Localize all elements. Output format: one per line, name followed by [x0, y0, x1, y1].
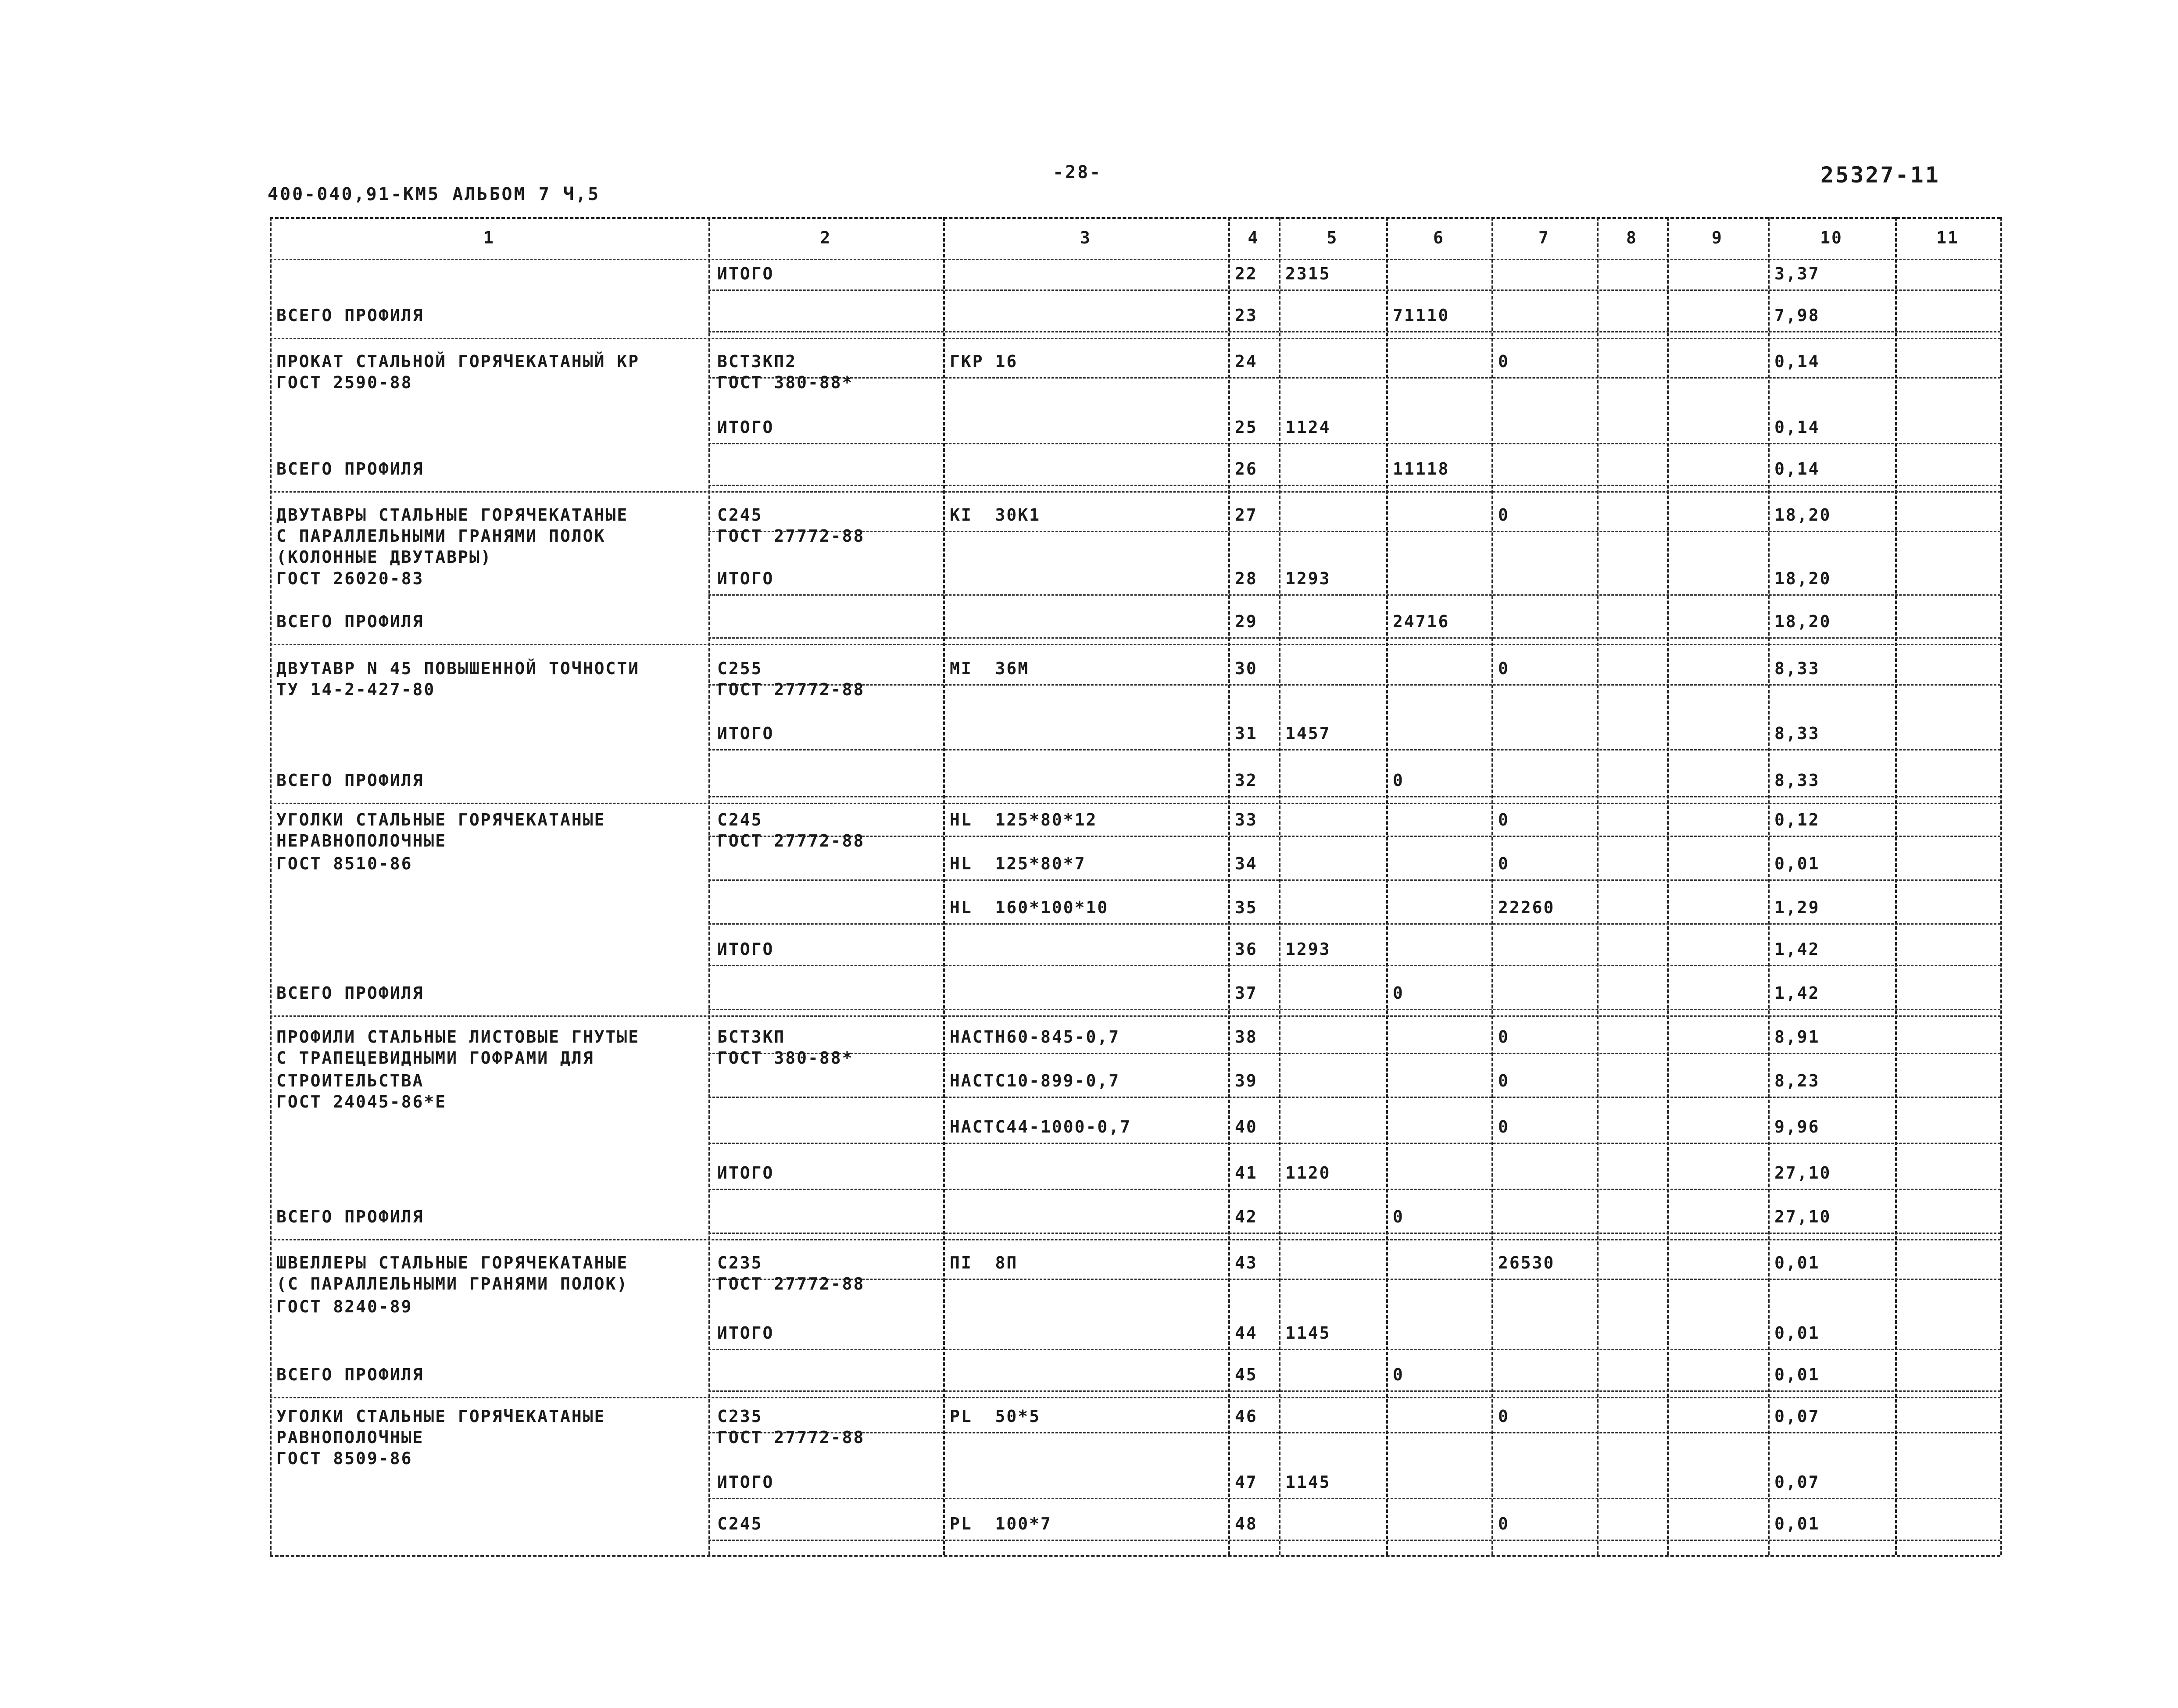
table-cell-c6: 0	[1393, 983, 1404, 1003]
row-rule	[708, 443, 2000, 444]
table-cell-c1: ВСЕГО ПРОФИЛЯ	[276, 1365, 424, 1384]
column-rule	[943, 217, 945, 1555]
table-cell-c1: ВСЕГО ПРОФИЛЯ	[276, 612, 424, 631]
header-rule	[270, 259, 2000, 260]
table-cell-c4: 25	[1235, 418, 1258, 437]
table-cell-c7: 0	[1498, 1027, 1509, 1047]
table-cell-c1: ГОСТ 24045-86*Е	[276, 1092, 447, 1111]
table-cell-c1: ГОСТ 26020-83	[276, 569, 424, 588]
table-cell-c7: 26530	[1498, 1253, 1555, 1272]
column-rule	[1768, 217, 1770, 1555]
column-number-1: 1	[483, 228, 495, 247]
table-cell-c1: ШВЕЛЛЕРЫ СТАЛЬНЫЕ ГОРЯЧЕКАТАНЫЕ	[276, 1253, 629, 1272]
table-cell-c1: ГОСТ 8509-86	[276, 1449, 413, 1468]
table-cell-c2: С245	[717, 1514, 763, 1533]
table-cell-c3: НАСТН60-845-0,7	[950, 1027, 1120, 1047]
table-cell-c1: СТРОИТЕЛЬСТВА	[276, 1071, 424, 1090]
table-cell-c1: НЕРАВНОПОЛОЧНЫЕ	[276, 831, 447, 850]
table-cell-c7: 22260	[1498, 898, 1555, 917]
table-cell-c2: ВСТ3КП2	[717, 352, 797, 371]
table-cell-c3: РL 50*5	[950, 1407, 1041, 1426]
table-cell-c5: 1293	[1285, 569, 1331, 588]
row-rule	[708, 1053, 2000, 1054]
table-cell-c10: 1,29	[1774, 898, 1820, 917]
row-rule	[708, 923, 2000, 925]
table-cell-c1: (КОЛОННЫЕ ДВУТАВРЫ)	[276, 547, 492, 567]
table-cell-c10: 0,07	[1774, 1472, 1820, 1492]
table-cell-c2: ИТОГО	[717, 724, 774, 743]
table-cell-c7: 0	[1498, 1407, 1509, 1426]
table-cell-c3: ПI 8П	[950, 1253, 1018, 1272]
table-cell-c1: ГОСТ 8510-86	[276, 854, 413, 873]
table-cell-c3: МI 36М	[950, 659, 1030, 678]
table-cell-c2: С235	[717, 1253, 763, 1272]
row-rule	[708, 485, 2000, 486]
row-rule	[708, 1009, 2000, 1010]
table-cell-c10: 8,91	[1774, 1027, 1820, 1047]
group-rule	[270, 1239, 2000, 1240]
table-cell-c10: 9,96	[1774, 1117, 1820, 1136]
column-rule	[1895, 217, 1897, 1555]
column-number-3: 3	[1080, 228, 1091, 247]
row-rule	[708, 1279, 2000, 1280]
column-rule	[708, 217, 710, 1555]
table-cell-c10: 3,37	[1774, 264, 1820, 283]
column-number-6: 6	[1433, 228, 1445, 247]
table-cell-c6: 0	[1393, 1365, 1404, 1384]
table-cell-c2: ИТОГО	[717, 264, 774, 283]
column-rule	[1491, 217, 1493, 1555]
table-cell-c7: 0	[1498, 352, 1509, 371]
table-cell-c2: ИТОГО	[717, 940, 774, 959]
table-cell-c4: 46	[1235, 1407, 1258, 1426]
row-rule	[708, 965, 2000, 966]
table-cell-c2: ГОСТ 380-88*	[717, 1048, 854, 1068]
row-rule	[708, 1498, 2000, 1499]
table-cell-c7: 0	[1498, 854, 1509, 873]
table-cell-c3: КI 30К1	[950, 505, 1041, 525]
table-cell-c4: 32	[1235, 771, 1258, 790]
table-cell-c10: 0,14	[1774, 418, 1820, 437]
table-cell-c1: ДВУТАВРЫ СТАЛЬНЫЕ ГОРЯЧЕКАТАНЫЕ	[276, 505, 629, 525]
row-rule	[708, 796, 2000, 797]
group-rule	[270, 803, 2000, 804]
table-cell-c1: ГОСТ 8240-89	[276, 1297, 413, 1316]
table-cell-c10: 8,23	[1774, 1071, 1820, 1090]
table-cell-c10: 7,98	[1774, 306, 1820, 325]
table-cell-c5: 2315	[1285, 264, 1331, 283]
table-cell-c5: 1457	[1285, 724, 1331, 743]
table-cell-c1: ДВУТАВР N 45 ПОВЫШЕННОЙ ТОЧНОСТИ	[276, 659, 640, 678]
table-cell-c2: ИТОГО	[717, 1472, 774, 1492]
table-cell-c4: 41	[1235, 1163, 1258, 1183]
table-cell-c10: 0,01	[1774, 1253, 1820, 1272]
table-cell-c2: ГОСТ 27772-88	[717, 526, 865, 546]
table-cell-c3: НАСТС44-1000-0,7	[950, 1117, 1132, 1136]
table-cell-c10: 18,20	[1774, 569, 1831, 588]
table-cell-c6: 0	[1393, 1207, 1404, 1226]
column-number-11: 11	[1936, 228, 1959, 247]
table-cell-c4: 42	[1235, 1207, 1258, 1226]
table-cell-c6: 24716	[1393, 612, 1450, 631]
table-cell-c1: УГОЛКИ СТАЛЬНЫЕ ГОРЯЧЕКАТАНЫЕ	[276, 810, 606, 829]
table-cell-c4: 24	[1235, 352, 1258, 371]
column-number-10: 10	[1820, 228, 1843, 247]
table-cell-c10: 18,20	[1774, 612, 1831, 631]
table-cell-c10: 0,14	[1774, 459, 1820, 479]
row-rule	[708, 637, 2000, 639]
table-cell-c6: 11118	[1393, 459, 1450, 479]
table-cell-c3: НL 125*80*12	[950, 810, 1098, 829]
table-cell-c10: 0,01	[1774, 1323, 1820, 1343]
table-cell-c5: 1124	[1285, 418, 1331, 437]
table-cell-c1: С ПАРАЛЛЕЛЬНЫМИ ГРАНЯМИ ПОЛОК	[276, 526, 606, 546]
column-number-4: 4	[1248, 228, 1259, 247]
table-cell-c7: 0	[1498, 1514, 1509, 1533]
table-cell-c6: 71110	[1393, 306, 1450, 325]
table-cell-c4: 26	[1235, 459, 1258, 479]
row-rule	[708, 531, 2000, 532]
table-cell-c10: 0,12	[1774, 810, 1820, 829]
table-cell-c10: 0,07	[1774, 1407, 1820, 1426]
table-cell-c10: 0,01	[1774, 854, 1820, 873]
table-cell-c1: ВСЕГО ПРОФИЛЯ	[276, 983, 424, 1003]
sheet-stamp: 25327-11	[1820, 162, 1940, 188]
table-cell-c4: 33	[1235, 810, 1258, 829]
table-cell-c3: ГКР 16	[950, 352, 1018, 371]
column-rule	[1279, 217, 1280, 1555]
table-cell-c4: 22	[1235, 264, 1258, 283]
table-cell-c3: НL 125*80*7	[950, 854, 1086, 873]
table-cell-c5: 1145	[1285, 1472, 1331, 1492]
table-cell-c4: 47	[1235, 1472, 1258, 1492]
table-cell-c4: 35	[1235, 898, 1258, 917]
row-rule	[708, 1189, 2000, 1190]
table-cell-c4: 48	[1235, 1514, 1258, 1533]
table-cell-c1: ТУ 14-2-427-80	[276, 680, 436, 699]
table-cell-c1: РАВНОПОЛОЧНЫЕ	[276, 1428, 424, 1447]
table-cell-c4: 28	[1235, 569, 1258, 588]
table-cell-c1: ВСЕГО ПРОФИЛЯ	[276, 306, 424, 325]
column-rule	[2000, 217, 2002, 1555]
row-rule	[708, 1432, 2000, 1433]
row-rule	[708, 1540, 2000, 1541]
table-bottom-rule	[270, 1555, 2000, 1557]
table-cell-c10: 0,14	[1774, 352, 1820, 371]
table-cell-c1: ПРОФИЛИ СТАЛЬНЫЕ ЛИСТОВЫЕ ГНУТЫЕ	[276, 1027, 640, 1047]
table-cell-c4: 45	[1235, 1365, 1258, 1384]
table-cell-c2: С245	[717, 505, 763, 525]
column-number-8: 8	[1626, 228, 1638, 247]
table-cell-c1: ГОСТ 2590-88	[276, 373, 413, 392]
table-cell-c7: 0	[1498, 1117, 1509, 1136]
document-code: 400-040,91-КМ5 АЛЬБОМ 7 Ч,5	[268, 184, 601, 204]
column-rule	[1228, 217, 1230, 1555]
table-cell-c10: 27,10	[1774, 1163, 1831, 1183]
column-number-9: 9	[1712, 228, 1723, 247]
table-cell-c1: ВСЕГО ПРОФИЛЯ	[276, 771, 424, 790]
table-cell-c2: С235	[717, 1407, 763, 1426]
table-cell-c1: ВСЕГО ПРОФИЛЯ	[276, 459, 424, 479]
table-cell-c3: НАСТС10-899-0,7	[950, 1071, 1120, 1090]
table-cell-c10: 27,10	[1774, 1207, 1831, 1226]
row-rule	[708, 594, 2000, 596]
table-cell-c4: 30	[1235, 659, 1258, 678]
table-cell-c1: ВСЕГО ПРОФИЛЯ	[276, 1207, 424, 1226]
table-cell-c4: 36	[1235, 940, 1258, 959]
table-cell-c5: 1293	[1285, 940, 1331, 959]
row-rule	[708, 1349, 2000, 1350]
column-rule	[1667, 217, 1669, 1555]
table-cell-c7: 0	[1498, 810, 1509, 829]
table-cell-c7: 0	[1498, 1071, 1509, 1090]
group-rule	[270, 338, 2000, 339]
table-cell-c2: С245	[717, 810, 763, 829]
group-rule	[270, 491, 2000, 493]
table-cell-c10: 8,33	[1774, 771, 1820, 790]
table-cell-c2: ИТОГО	[717, 1163, 774, 1183]
row-rule	[708, 1233, 2000, 1234]
table-cell-c2: ИТОГО	[717, 1323, 774, 1343]
group-rule	[270, 644, 2000, 645]
group-rule	[270, 1397, 2000, 1398]
table-cell-c2: БСТ3КП	[717, 1027, 786, 1047]
row-rule	[708, 1097, 2000, 1098]
table-cell-c6: 0	[1393, 771, 1404, 790]
table-cell-c7: 0	[1498, 659, 1509, 678]
table-cell-c10: 18,20	[1774, 505, 1831, 525]
row-rule	[708, 749, 2000, 750]
table-cell-c4: 31	[1235, 724, 1258, 743]
table-cell-c1: (С ПАРАЛЛЕЛЬНЫМИ ГРАНЯМИ ПОЛОК)	[276, 1274, 629, 1294]
table-cell-c2: ГОСТ 27772-88	[717, 1428, 865, 1447]
table-cell-c10: 0,01	[1774, 1365, 1820, 1384]
table-cell-c2: ИТОГО	[717, 418, 774, 437]
table-cell-c4: 44	[1235, 1323, 1258, 1343]
group-rule	[270, 1015, 2000, 1017]
table-cell-c7: 0	[1498, 505, 1509, 525]
table-cell-c3: РL 100*7	[950, 1514, 1052, 1533]
row-rule	[708, 331, 2000, 332]
table-cell-c10: 8,33	[1774, 659, 1820, 678]
table-cell-c4: 29	[1235, 612, 1258, 631]
table-cell-c3: НL 160*100*10	[950, 898, 1109, 917]
table-cell-c4: 40	[1235, 1117, 1258, 1136]
table-cell-c10: 1,42	[1774, 983, 1820, 1003]
column-number-7: 7	[1538, 228, 1550, 247]
row-rule	[708, 836, 2000, 837]
table-cell-c4: 23	[1235, 306, 1258, 325]
column-rule	[1386, 217, 1388, 1555]
row-rule	[708, 684, 2000, 686]
table-cell-c10: 1,42	[1774, 940, 1820, 959]
row-rule	[708, 879, 2000, 881]
table-cell-c2: ИТОГО	[717, 569, 774, 588]
row-rule	[708, 1143, 2000, 1144]
table-cell-c2: ГОСТ 27772-88	[717, 1274, 865, 1294]
table-cell-c4: 43	[1235, 1253, 1258, 1272]
row-rule	[708, 1390, 2000, 1392]
table-cell-c2: ГОСТ 27772-88	[717, 680, 865, 699]
table-cell-c2: ГОСТ 27772-88	[717, 831, 865, 850]
page-number: -28-	[1053, 162, 1102, 182]
table-cell-c1: ПРОКАТ СТАЛЬНОЙ ГОРЯЧЕКАТАНЫЙ КР	[276, 352, 640, 371]
row-rule	[708, 377, 2000, 379]
table-cell-c4: 34	[1235, 854, 1258, 873]
table-cell-c5: 1120	[1285, 1163, 1331, 1183]
table-cell-c4: 38	[1235, 1027, 1258, 1047]
table-cell-c1: С ТРАПЕЦЕВИДНЫМИ ГОФРАМИ ДЛЯ	[276, 1048, 594, 1068]
row-rule	[708, 289, 2000, 291]
table-cell-c2: С255	[717, 659, 763, 678]
table-cell-c1: УГОЛКИ СТАЛЬНЫЕ ГОРЯЧЕКАТАНЫЕ	[276, 1407, 606, 1426]
table-cell-c4: 27	[1235, 505, 1258, 525]
table-cell-c4: 37	[1235, 983, 1258, 1003]
column-rule	[1597, 217, 1599, 1555]
column-rule	[270, 217, 272, 1555]
column-number-2: 2	[820, 228, 832, 247]
table-cell-c4: 39	[1235, 1071, 1258, 1090]
table-cell-c5: 1145	[1285, 1323, 1331, 1343]
column-number-5: 5	[1327, 228, 1338, 247]
table-cell-c10: 0,01	[1774, 1514, 1820, 1533]
table-top-rule	[270, 217, 2000, 219]
table-cell-c2: ГОСТ 380-88*	[717, 373, 854, 392]
table-cell-c10: 8,33	[1774, 724, 1820, 743]
